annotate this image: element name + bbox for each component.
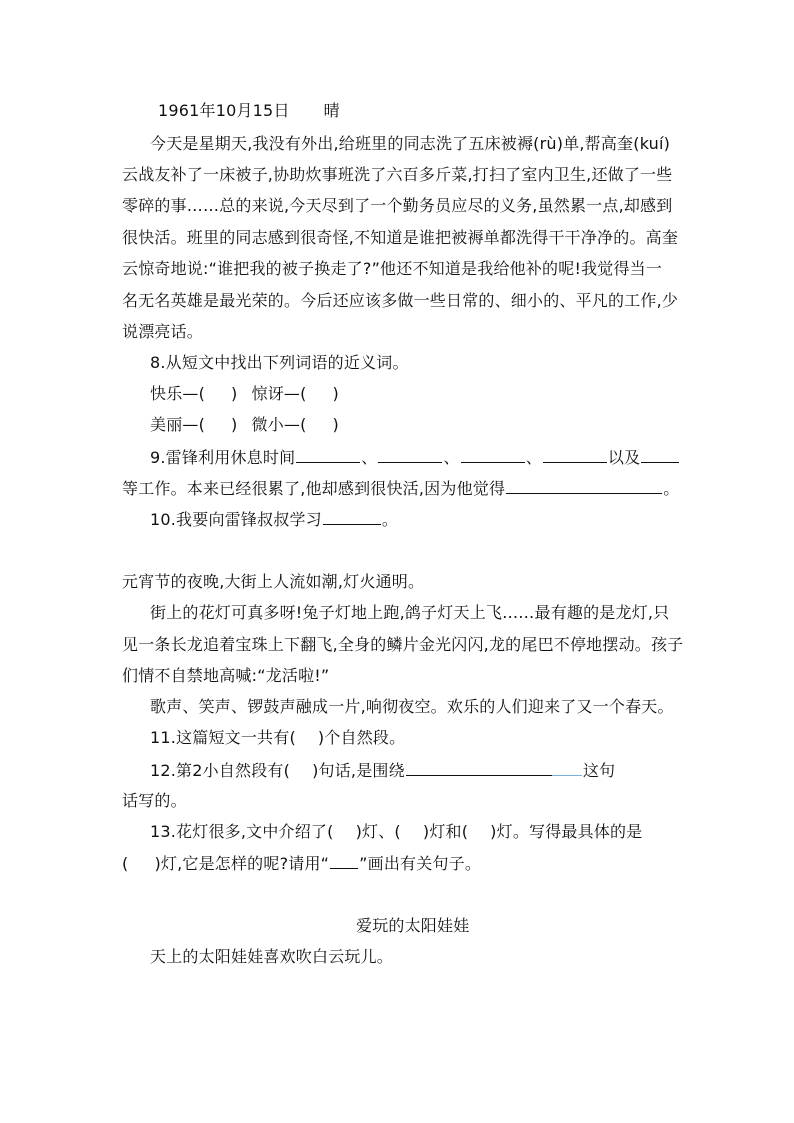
passage3-title: 爱玩的太阳娃娃 [356, 916, 470, 935]
passage1-line: 今天是星期天,我没有外出,给班里的同志洗了五床被褥(rù)单,帮高奎(kuí) [150, 134, 671, 153]
question-9-line-1: 9.雷锋利用休息时间 、 、 、 以及 [150, 447, 680, 468]
question-13-line-2: ( )灯,它是怎样的呢?请用“ ”画出有关句子。 [122, 854, 482, 873]
diary-weather: 晴 [323, 101, 340, 120]
underline-sample [330, 853, 358, 869]
answer-blank-10[interactable] [323, 509, 381, 525]
passage3-paragraph-1: 天上的太阳娃娃喜欢吹白云玩儿。 [150, 947, 394, 966]
passage2-paragraph-1: 元宵节的夜晚,大街上人流如潮,灯火通明。 [122, 572, 425, 591]
passage1-line: 说漂亮话。 [122, 322, 204, 341]
answer-blank-9-4[interactable] [543, 447, 607, 463]
answer-blank-9-5[interactable] [641, 447, 679, 463]
diary-date: 1961年10月15日 [158, 101, 290, 120]
passage1-line: 云战友补了一床被子,协助炊事班洗了六百多斤菜,打扫了室内卫生,还做了一些 [122, 165, 673, 184]
passage2-paragraph-3: 歌声、笑声、锣鼓声融成一片,响彻夜空。欢乐的人们迎来了又一个春天。 [150, 697, 674, 716]
answer-blank-9-1[interactable] [296, 447, 360, 463]
question-12-line-2: 话写的。 [122, 791, 187, 810]
answer-blank-9-2[interactable] [378, 447, 442, 463]
question-11: 11.这篇短文一共有( )个自然段。 [150, 728, 406, 747]
question-8-stem: 8.从短文中找出下列词语的近义词。 [150, 353, 409, 372]
question-12-line-1: 12.第2小自然段有( )句话,是围绕 这句 [150, 761, 616, 780]
answer-blank-9-6[interactable] [506, 478, 662, 494]
question-8-row-1: 快乐—( ) 惊讶—( ) [150, 384, 339, 403]
passage2-line: 见一条长龙追着宝珠上下翻飞,全身的鳞片金光闪闪,龙的尾巴不停地摆动。孩子 [122, 635, 684, 654]
question-10: 10.我要向雷锋叔叔学习 。 [150, 510, 399, 529]
diary-date-line [158, 101, 340, 121]
passage1-line: 零碎的事……总的来说,今天尽到了一个勤务员应尽的义务,虽然累一点,却感到 [122, 196, 673, 215]
question-13-line-1: 13.花灯很多,文中介绍了( )灯、( )灯和( )灯。写得最具体的是 [150, 822, 643, 841]
passage2-line: 们情不自禁地高喊:“龙活啦!” [122, 666, 330, 685]
passage1-line: 名无名英雄是最光荣的。今后还应该多做一些日常的、细小的、平凡的工作,少 [122, 291, 679, 310]
passage1-line: 云惊奇地说:“谁把我的被子换走了?”他还不知道是我给他补的呢!我觉得当一 [122, 259, 663, 278]
passage1-line: 很快活。班里的同志感到很奇怪,不知道是谁把被褥单都洗得干干净净的。高奎 [122, 228, 679, 247]
answer-blank-12-sentence[interactable] [406, 760, 552, 776]
question-9-line-2: 等工作。本来已经很累了,他却感到很快活,因为他觉得 。 [122, 479, 680, 498]
passage2-line: 街上的花灯可真多呀!兔子灯地上跑,鸽子灯天上飞……最有趣的是龙灯,只 [150, 603, 670, 622]
answer-blank-9-3[interactable] [461, 447, 525, 463]
question-8-row-2: 美丽—( ) 微小—( ) [150, 415, 339, 434]
